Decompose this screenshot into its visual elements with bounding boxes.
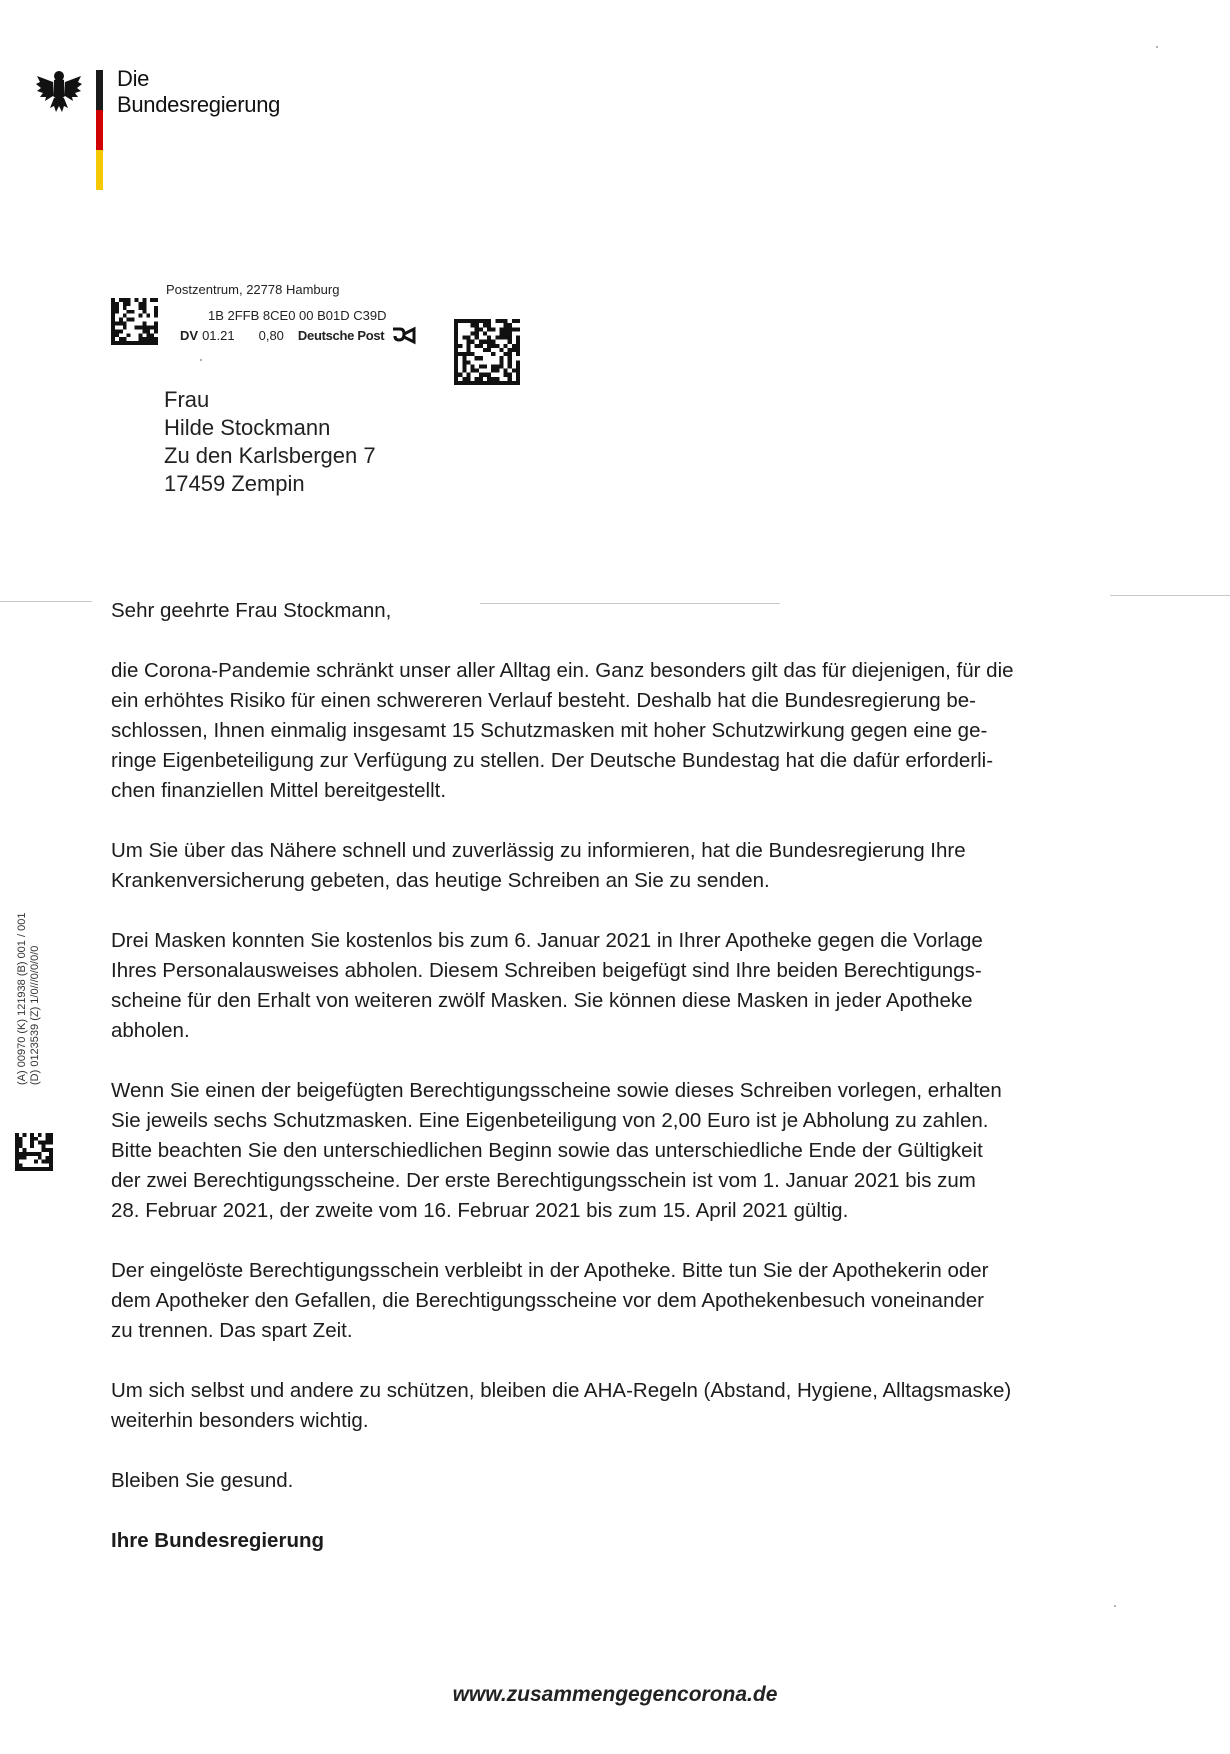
- logo-wordmark: [117, 66, 280, 118]
- recipient-name: Hilde Stockmann: [164, 415, 331, 440]
- fold-mark-left: [0, 601, 92, 602]
- letter-paragraph-4: Wenn Sie einen der beigefügten Berechtigungsscheine sowie dieses Schreiben vorlegen, erhalten Sie jeweils sechs Schutzmasken. Eine Eigenbeteiligung von 2,00 Euro ist je Abholung zu zahlen. Bitte beachten Sie den unterschiedlichen Beginn sowie das unterschiedliche Ende der Gültigkeit der zwei Berechtigungsscheine. Der erste Berechtigungsschein ist vom 1. Januar 2021 bis zum 28. Februar 2021, der zweite vom 16. Februar 2021 bis zum 15. April 2021 gültig.: [111, 1079, 1002, 1222]
- letter-closing: Ihre Bundesregierung: [111, 1529, 325, 1552]
- postage-sender: Postzentrum, 22778 Hamburg: [166, 282, 340, 297]
- recipient-salutation: Frau: [164, 387, 210, 412]
- letter-body: [111, 596, 1131, 1586]
- footer-website: www.zusammengegencorona.de: [452, 1683, 778, 1706]
- datamatrix-code-large: [454, 319, 520, 385]
- letter-farewell: Bleiben Sie gesund.: [111, 1469, 294, 1492]
- recipient-address: [164, 386, 376, 498]
- datamatrix-code-small: [111, 298, 158, 345]
- federal-eagle-icon: [34, 66, 84, 116]
- postage-carrier: Deutsche Post: [297, 327, 385, 343]
- side-code-line-2: (D) 0123539 (Z) 1/0///0/0/0/0: [29, 945, 41, 1085]
- flag-bar: [96, 70, 103, 190]
- letter-greeting: Sehr geehrte Frau Stockmann,: [111, 599, 392, 622]
- scan-speck: [200, 359, 202, 361]
- scan-speck: [1114, 1605, 1116, 1607]
- letter-paragraph-2: Um Sie über das Nähere schnell und zuverlässig zu informieren, hat die Bundesregierung Ihre Krankenversicherung gebeten, das heutige Schreiben an Sie zu senden.: [111, 839, 966, 892]
- logo-line-1: Die: [117, 66, 150, 91]
- postage-line: [180, 325, 418, 345]
- postage-dv-label: DV: [180, 327, 199, 343]
- letter-paragraph-6: Um sich selbst und andere zu schützen, bleiben die AHA-Regeln (Abstand, Hygiene, Alltagsmaske) weiterhin besonders wichtig.: [111, 1379, 1012, 1432]
- logo-line-2: Bundesregierung: [117, 92, 281, 117]
- flag-stripe-black: [96, 70, 103, 110]
- datamatrix-code-side: [15, 1132, 53, 1172]
- letter-paragraph-3: Drei Masken konnten Sie kostenlos bis zum 6. Januar 2021 in Ihrer Apotheke gegen die Vorlage Ihres Personalausweises abholen. Diesem Schreiben beigefügt sind Ihre beiden Berechtigungs- scheine für den Erhalt von weiteren zwölf Masken. Sie können diese Masken in jeder Apotheke abholen.: [111, 929, 983, 1042]
- postage-price: 0,80: [258, 327, 284, 343]
- scan-speck: [1156, 46, 1158, 48]
- postage-dv-date: 01.21: [202, 327, 235, 343]
- side-routing-code: [16, 913, 42, 1085]
- recipient-city: 17459 Zempin: [164, 471, 305, 496]
- letter-paragraph-1: die Corona-Pandemie schränkt unser aller Alltag ein. Ganz besonders gilt das für diejenigen, für die ein erhöhtes Risiko für einen schwereren Verlauf besteht. Deshalb hat die Bundesregierung be- schlossen, Ihnen einmalig insgesamt 15 Schutzmasken mit hoher Schutzwirkung gegen eine ge- ringe Eigenbeteiligung zur Verfügung zu stellen. Der Deutsche Bundestag hat die dafür erforderli- chen finanziellen Mittel bereitgestellt.: [111, 659, 1014, 802]
- flag-stripe-red: [96, 110, 103, 150]
- postage-code: 1B 2FFB 8CE0 00 B01D C39D: [208, 308, 387, 323]
- flag-stripe-gold: [96, 150, 103, 190]
- side-code-line-1: (A) 00970 (K) 121938 (B) 001 / 001: [16, 912, 28, 1085]
- letter-paragraph-5: Der eingelöste Berechtigungsschein verbleibt in der Apotheke. Bitte tun Sie der Apothekerin oder dem Apotheker den Gefallen, die Berechtigungsscheine vor dem Apothekenbesuch voneinander zu trennen. Das spart Zeit.: [111, 1259, 989, 1342]
- recipient-street: Zu den Karlsbergen 7: [164, 443, 376, 468]
- posthorn-icon: [390, 325, 418, 345]
